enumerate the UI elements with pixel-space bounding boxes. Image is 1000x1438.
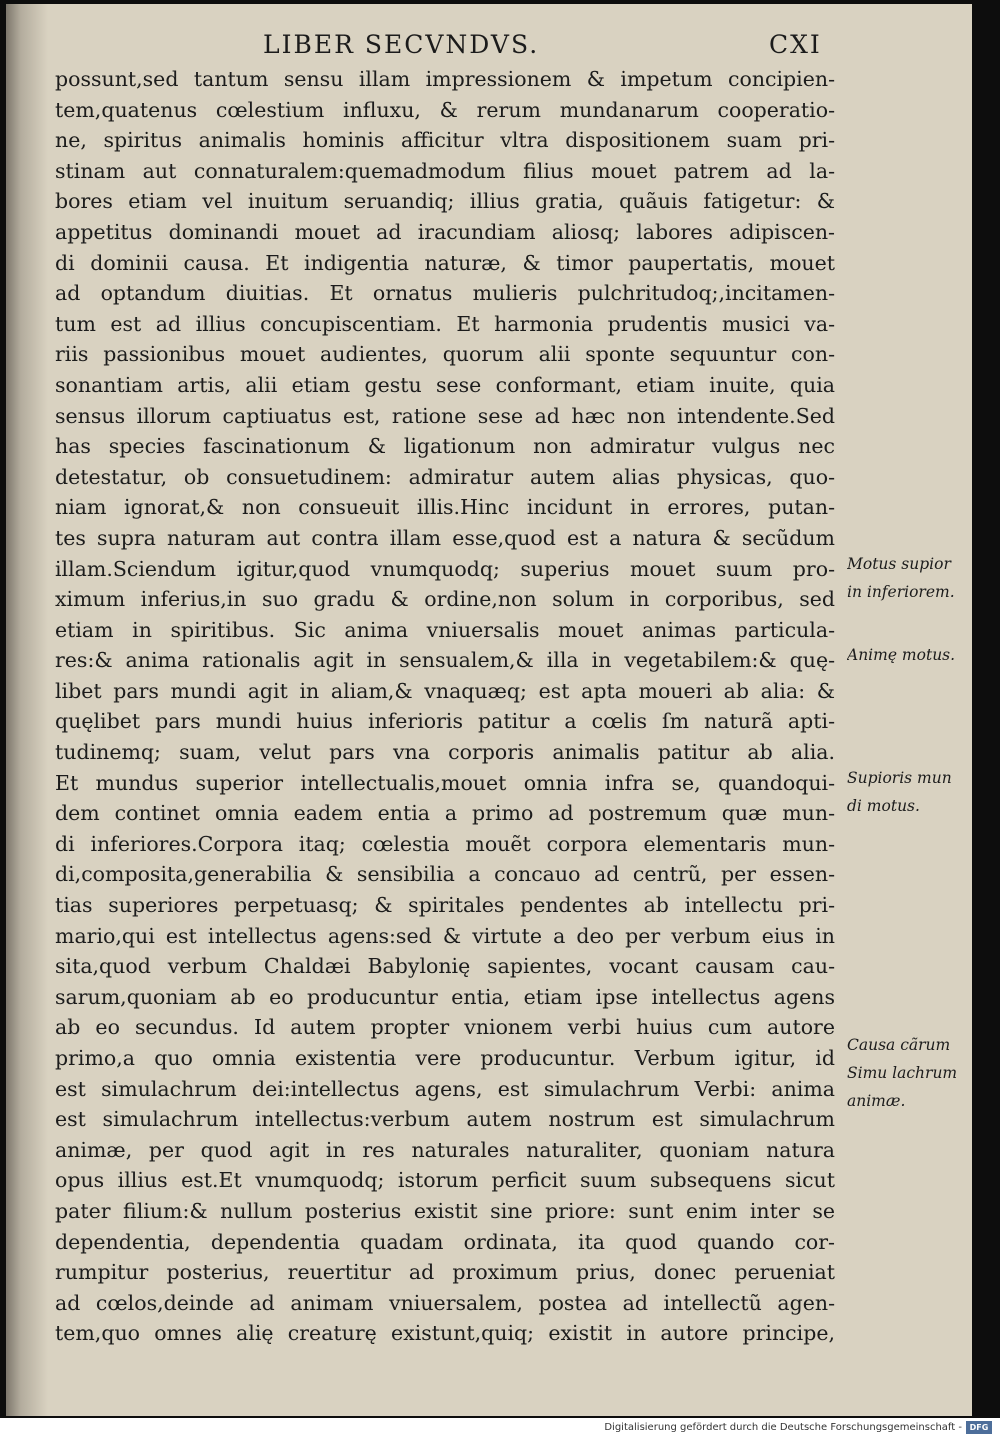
text-line: di dominii causa. Et indigentia naturæ, & timor paupertatis, mouet — [55, 250, 835, 275]
marginal-note-superioris-mundi — [847, 764, 952, 820]
marginal-note-line: Simu lachrum — [847, 1064, 958, 1082]
text-line: sita,quod verbum Chaldæi Babylonię sapientes, vocant causam cau- — [55, 954, 835, 979]
marginal-note-line: di motus. — [847, 797, 920, 815]
text-line: animæ, per quod agit in res naturales naturaliter, quoniam natura — [55, 1137, 835, 1162]
text-line: niam ignorat,& non consueuit illis.Hinc incidunt in errores, putan- — [55, 495, 835, 520]
text-line: primo,a quo omnia existentia vere producuntur. Verbum igitur, id — [55, 1046, 835, 1070]
text-line: illam.Sciendum igitur,quod vnumquodq; superius mouet suum pro- — [55, 556, 835, 581]
text-line: mario,qui est intellectus agens:sed & virtute a deo per verbum eius in — [55, 923, 835, 948]
marginal-note-line: Motus supior — [847, 555, 951, 573]
text-line: di,composita,generabilia & sensibilia a concauo ad centrũ, per essen- — [55, 862, 835, 887]
text-line: sarum,quoniam ab eo producuntur entia, etiam ipse intellectus agens — [55, 984, 835, 1009]
text-line: ad cœlos,deinde ad animam vniuersalem, postea ad intellectũ agen- — [55, 1290, 835, 1315]
text-line: res:& anima rationalis agit in sensualem,& illa in vegetabilem:& quę- — [55, 648, 835, 673]
gutter-shadow — [6, 4, 48, 1416]
text-line: tem,quatenus cœlestium influxu, & rerum mundanarum cooperatio- — [55, 97, 835, 122]
page-header — [6, 30, 972, 66]
marginal-note-line: Animę motus. — [847, 646, 956, 664]
text-line: possunt,sed tantum sensu illam impressionem & impetum concipien- — [55, 67, 835, 91]
text-line: est simulachrum dei:intellectus agens, est simulachrum Verbi: anima — [55, 1076, 835, 1101]
text-line: riis passionibus mouet audientes, quorum alii sponte sequuntur con- — [55, 342, 835, 367]
text-line: bores etiam vel inuitum seruandiq; illius gratia, quãuis fatigetur: & — [55, 189, 835, 214]
text-line: dependentia, dependentia quadam ordinata, ita quod quando cor- — [55, 1229, 835, 1254]
text-line: tias superiores perpetuasq; & spiritales pendentes ab intellectu pri- — [55, 893, 835, 918]
text-line: sonantiam artis, alii etiam gestu sese conformant, etiam inuite, quia — [55, 372, 835, 397]
text-line: detestatur, ob consuetudinem: admiratur autem alias physicas, quo- — [55, 464, 835, 489]
text-line: appetitus dominandi mouet ad iracundiam aliosq; labores adipiscen- — [55, 219, 835, 244]
text-line: ne, spiritus animalis hominis afficitur vltra dispositionem suam pri- — [55, 128, 835, 153]
book-page — [6, 4, 972, 1416]
marginal-note-causa-causarum — [847, 1031, 957, 1115]
text-line: di inferiores.Corpora itaq; cœlestia mouẽt corpora elementaris mun- — [55, 831, 835, 856]
marginal-note-line: Supioris mun — [847, 769, 952, 787]
text-line: dem continet omnia eadem entia a primo ad postremum quæ mun- — [55, 801, 835, 826]
footer-credit: Digitalisierung gefördert durch die Deutsche Forschungsgemeinschaft - — [604, 1422, 962, 1433]
text-line: ad optandum diuitias. Et ornatus mulieris pulchritudoq;,incitamen- — [55, 281, 835, 306]
marginal-note-motus-superior — [847, 550, 955, 606]
text-line: Et mundus superior intellectualis,mouet omnia infra se, quandoqui- — [55, 770, 835, 795]
marginal-note-line: animæ. — [847, 1092, 906, 1110]
text-line: rumpitur posterius, reuertitur ad proximum prius, donec perueniat — [55, 1260, 835, 1285]
marginal-note-line: in inferiorem. — [847, 583, 955, 601]
text-line: pater filium:& nullum posterius existit sine priore: sunt enim inter se — [55, 1198, 835, 1223]
main-text-block — [55, 64, 835, 1349]
text-line: ximum inferius,in suo gradu & ordine,non solum in corporibus, sed — [55, 587, 835, 612]
text-line: quęlibet pars mundi huius inferioris patitur a cœlis ſm naturã apti- — [55, 709, 835, 734]
digitization-footer — [0, 1418, 1000, 1438]
text-line: tum est ad illius concupiscentiam. Et harmonia prudentis musici va- — [55, 311, 835, 336]
text-line: stinam aut connaturalem:quemadmodum filius mouet patrem ad la- — [55, 158, 835, 183]
text-line: est simulachrum intellectus:verbum autem nostrum est simulachrum — [55, 1107, 835, 1132]
text-line: tem,quo omnes alię creaturę existunt,quiq; existit in autore principe, — [55, 1321, 835, 1346]
text-line: etiam in spiritibus. Sic anima vniuersalis mouet animas particula- — [55, 617, 835, 642]
text-line: sensus illorum captiuatus est, ratione sese ad hæc non intendente.Sed — [55, 403, 835, 428]
folio-number: CXI — [769, 30, 822, 59]
dfg-logo[interactable]: DFG — [966, 1421, 992, 1434]
text-line: tudinemq; suam, velut pars vna corporis animalis patitur ab alia. — [55, 740, 835, 765]
running-head: LIBER SECVNDVS. — [263, 30, 540, 59]
text-line: opus illius est.Et vnumquodq; istorum perficit suum subsequens sicut — [55, 1168, 835, 1193]
marginal-note-line: Causa cãrum — [847, 1036, 951, 1054]
text-line: ab eo secundus. Id autem propter vnionem verbi huius cum autore — [55, 1015, 835, 1040]
text-line: tes supra naturam aut contra illam esse,quod est a natura & secũdum — [55, 525, 835, 550]
marginal-note-animae-motus — [847, 641, 955, 669]
text-line: libet pars mundi agit in aliam,& vnaquæq; est apta moueri ab alia: & — [55, 678, 835, 703]
text-line: has species fascinationum & ligationum non admiratur vulgus nec — [55, 434, 835, 459]
